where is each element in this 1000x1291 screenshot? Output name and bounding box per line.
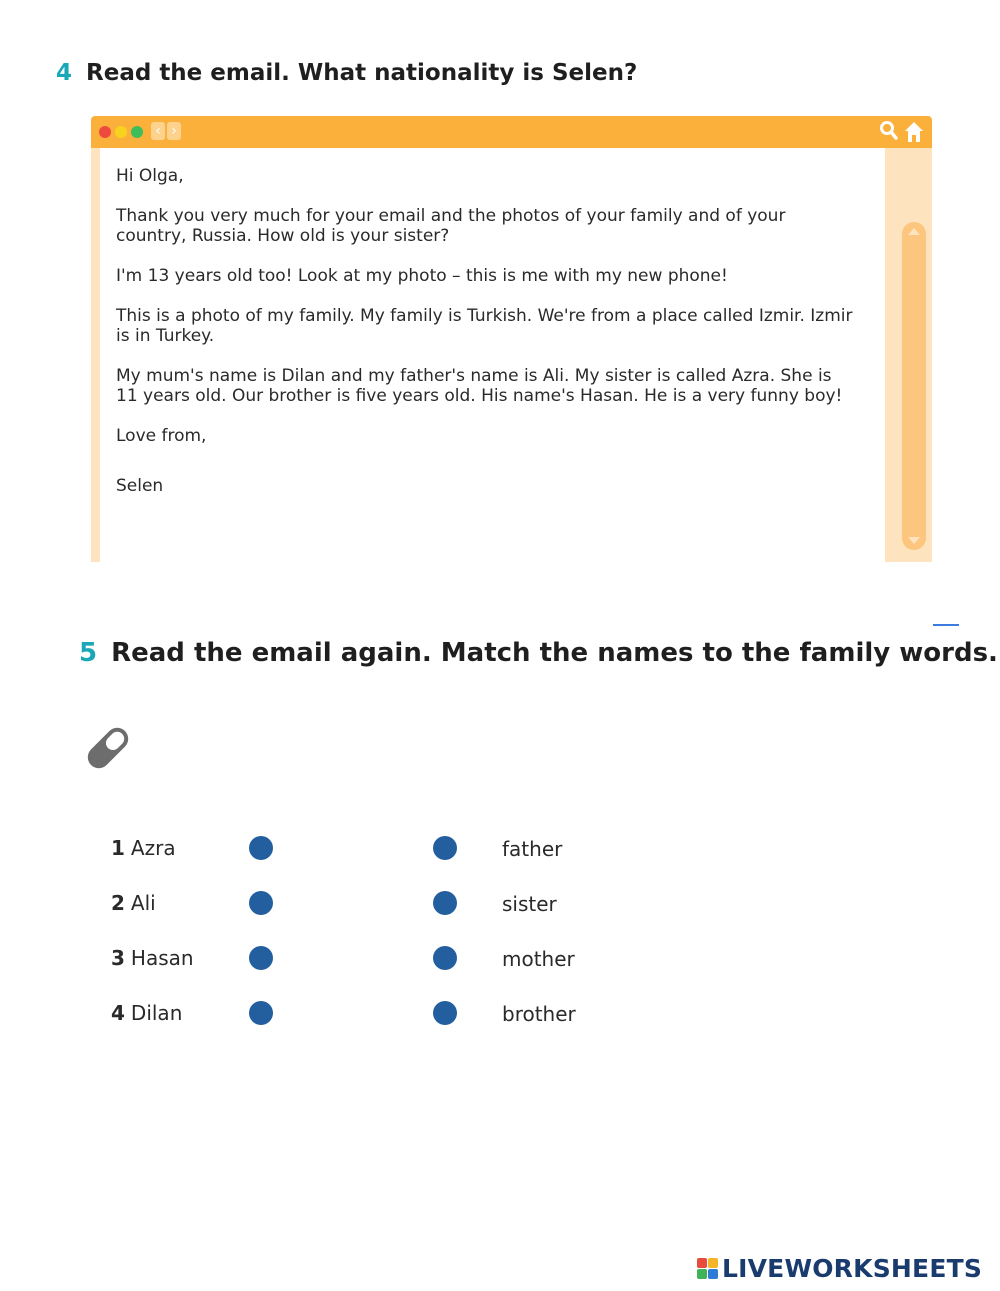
search-icon	[879, 120, 899, 142]
divider-mark	[933, 624, 959, 626]
name-number: 2	[111, 891, 125, 915]
email-body	[116, 166, 856, 496]
match-dot-left[interactable]	[249, 836, 273, 860]
logo-mark-icon	[697, 1258, 718, 1279]
name-item	[111, 946, 194, 970]
match-dot-right[interactable]	[433, 946, 457, 970]
question-4-heading	[56, 60, 637, 86]
email-closing: Love from,	[116, 426, 207, 446]
home-icon	[903, 120, 925, 144]
name-number: 1	[111, 836, 125, 860]
name-text: Hasan	[130, 946, 194, 970]
match-dot-right[interactable]	[433, 891, 457, 915]
question-number: 4	[56, 60, 73, 86]
name-item	[111, 891, 156, 915]
scroll-up-icon[interactable]	[908, 228, 920, 235]
question-instruction: Read the email again. Match the names to the family words.	[111, 638, 998, 668]
name-number: 3	[111, 946, 125, 970]
liveworksheets-logo	[697, 1254, 982, 1283]
email-paragraph: I'm 13 years old too! Look at my photo – this is me with my new phone!	[116, 266, 728, 286]
forward-arrow-icon: ›	[167, 122, 181, 140]
match-dot-right[interactable]	[433, 836, 457, 860]
family-word: mother	[502, 947, 575, 971]
window-titlebar	[91, 116, 932, 148]
eraser-icon[interactable]	[80, 720, 136, 776]
family-word: sister	[502, 892, 557, 916]
scroll-down-icon[interactable]	[908, 537, 920, 544]
name-text: Ali	[130, 891, 156, 915]
email-signature: Selen	[116, 476, 164, 496]
name-item	[111, 836, 176, 860]
close-dot-icon	[99, 126, 111, 138]
window-left-border	[91, 148, 100, 562]
match-dot-left[interactable]	[249, 891, 273, 915]
name-item	[111, 1001, 182, 1025]
family-word: father	[502, 837, 563, 861]
email-paragraph: Thank you very much for your email and the photos of your family and of your country, Russia. How old is your sister?	[116, 206, 786, 246]
match-dot-right[interactable]	[433, 1001, 457, 1025]
email-window	[91, 116, 932, 562]
email-paragraph: This is a photo of my family. My family is Turkish. We're from a place called Izmir. Izmir is in Turkey.	[116, 306, 853, 346]
family-word: brother	[502, 1002, 576, 1026]
name-text: Azra	[130, 836, 176, 860]
email-paragraph: My mum's name is Dilan and my father's name is Ali. My sister is called Azra. She is 11 years old. Our brother is five years old. His name's Hasan. He is a very funny boy!	[116, 366, 843, 406]
match-dot-left[interactable]	[249, 1001, 273, 1025]
match-dot-left[interactable]	[249, 946, 273, 970]
question-instruction: Read the email. What nationality is Selen?	[86, 60, 638, 86]
email-greeting: Hi Olga,	[116, 166, 184, 186]
minimize-dot-icon	[115, 126, 127, 138]
back-arrow-icon: ‹	[151, 122, 165, 140]
question-5-heading	[79, 638, 998, 668]
question-number: 5	[79, 638, 98, 668]
maximize-dot-icon	[131, 126, 143, 138]
name-number: 4	[111, 1001, 125, 1025]
scrollbar[interactable]	[902, 222, 926, 550]
name-text: Dilan	[130, 1001, 183, 1025]
brand-name: LIVEWORKSHEETS	[722, 1254, 983, 1283]
